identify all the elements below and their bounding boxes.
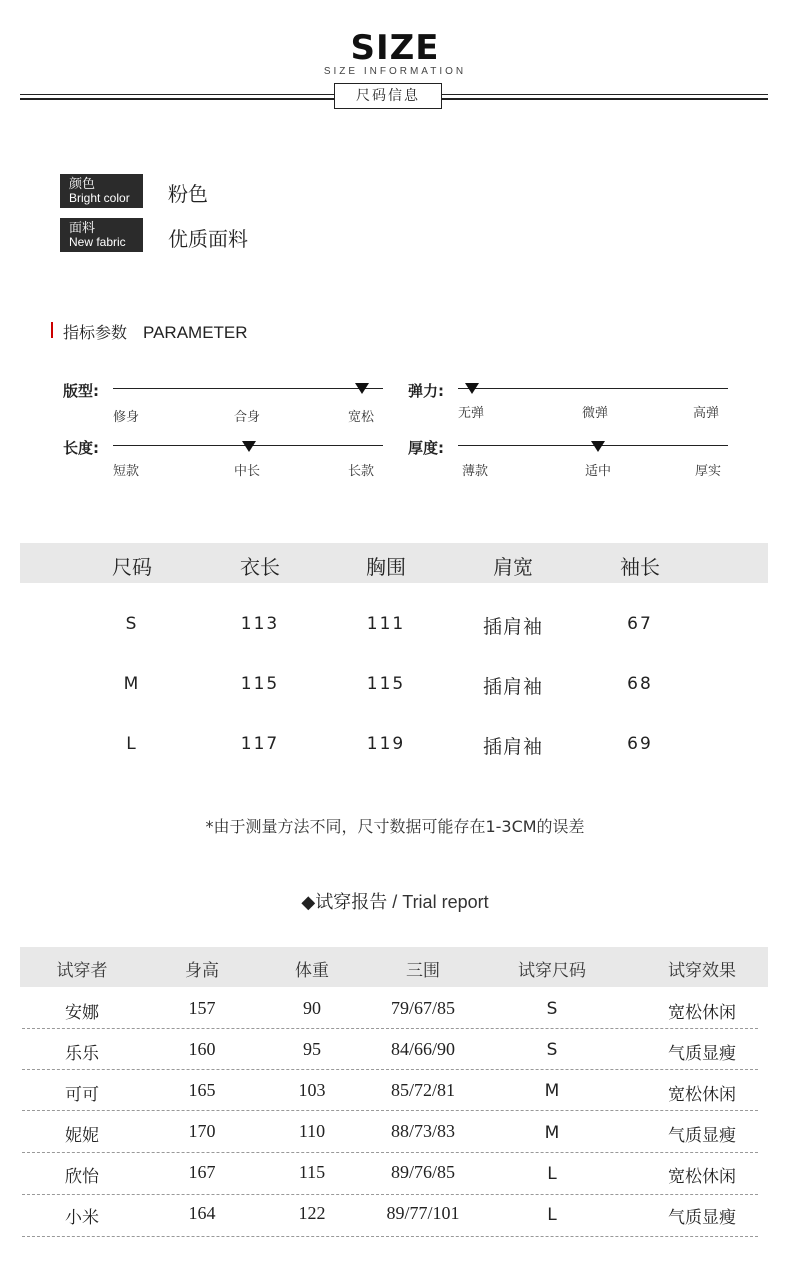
size-cell: 69 [627, 734, 653, 754]
scale-length-marker [242, 441, 256, 452]
size-cell: 68 [627, 674, 653, 694]
trial-cell: 122 [298, 1203, 326, 1223]
size-subtitle: SIZE INFORMATION [323, 66, 467, 77]
size-cell: 67 [627, 614, 653, 634]
trial-cell: 110 [298, 1121, 326, 1141]
size-cell: 115 [240, 674, 280, 694]
scale-length-tick: 中长 [234, 464, 261, 479]
trial-cell: S [546, 999, 558, 1019]
color-tag-en: Bright color [69, 191, 130, 205]
scale-elastic-tick: 微弹 [582, 406, 609, 421]
scale-thickness-marker [591, 441, 605, 452]
size-header-cell: 衣长 [240, 555, 280, 579]
trial-cell: 宽松休闲 [668, 1003, 736, 1023]
trial-cell: M [544, 1123, 560, 1143]
size-cell: 111 [366, 614, 406, 634]
color-tag-cn: 颜色 [69, 176, 96, 191]
row-divider [22, 1028, 758, 1029]
trial-cell: 宽松休闲 [668, 1167, 736, 1187]
trial-cell: S [546, 1040, 558, 1060]
fabric-tag-en: New fabric [69, 235, 126, 249]
size-cell: 119 [366, 734, 406, 754]
trial-header-cell: 试穿尺码 [518, 961, 586, 981]
trial-cell: 宽松休闲 [668, 1085, 736, 1105]
trial-cell: 气质显瘦 [668, 1208, 736, 1228]
trial-cell: 95 [303, 1039, 321, 1059]
measurement-note: *由于测量方法不同，尺寸数据可能存在1-3CM的误差 [205, 817, 585, 836]
trial-cell: 88/73/83 [390, 1121, 455, 1141]
parameter-accent-bar [51, 322, 53, 338]
scale-length-tick: 短款 [113, 464, 140, 479]
trial-report-title [0, 888, 790, 914]
scale-elastic-label: 弹力: [408, 382, 444, 400]
scale-fit-label: 版型: [63, 382, 99, 400]
trial-cell: 85/72/81 [390, 1080, 455, 1100]
trial-header-cell: 体重 [295, 961, 329, 981]
size-header-cell: 尺码 [112, 555, 152, 579]
trial-cell: 妮妮 [65, 1126, 99, 1146]
trial-header-cell: 身高 [185, 961, 219, 981]
scale-thickness-label: 厚度: [408, 439, 444, 457]
trial-cell: 79/67/85 [390, 998, 455, 1018]
trial-cell: 89/76/85 [390, 1162, 455, 1182]
trial-cell: 115 [298, 1162, 326, 1182]
color-tag [60, 174, 143, 208]
trial-report-title-en: / Trial report [387, 892, 489, 912]
trial-cell: 160 [188, 1039, 216, 1059]
scale-thickness-tick: 适中 [585, 464, 612, 479]
size-header-cell: 胸围 [366, 555, 406, 579]
trial-cell: 167 [188, 1162, 216, 1182]
parameter-title-en: PARAMETER [143, 323, 248, 342]
parameter-title [63, 320, 248, 343]
fabric-tag [60, 218, 143, 252]
scale-thickness-tick: 厚实 [695, 464, 722, 479]
size-cell: 插肩袖 [482, 676, 543, 698]
trial-cell: 164 [188, 1203, 216, 1223]
trial-cell: 165 [188, 1080, 216, 1100]
scale-elastic-marker [465, 383, 479, 394]
trial-cell: 157 [188, 998, 216, 1018]
size-cell: L [126, 734, 138, 754]
trial-report-title-cn: ◆试穿报告 [301, 892, 388, 913]
fabric-value: 优质面料 [168, 227, 248, 251]
row-divider [22, 1236, 758, 1237]
trial-cell: 欣怡 [65, 1167, 99, 1187]
scale-fit-tick: 宽松 [348, 410, 375, 425]
size-header-cell: 肩宽 [493, 555, 533, 579]
scale-elastic-tick: 高弹 [693, 406, 720, 421]
scale-length-tick: 长款 [348, 464, 375, 479]
trial-cell: 90 [303, 998, 321, 1018]
scale-fit-tick: 合身 [234, 410, 261, 425]
trial-header-cell: 试穿者 [56, 961, 108, 981]
trial-cell: 小米 [65, 1208, 99, 1228]
trial-cell: L [547, 1164, 557, 1184]
trial-cell: 可可 [65, 1085, 99, 1105]
scale-fit-marker [355, 383, 369, 394]
scale-elastic-tick: 无弹 [458, 406, 485, 421]
row-divider [22, 1069, 758, 1070]
size-cell: 插肩袖 [482, 616, 543, 638]
trial-header-cell: 三围 [406, 961, 440, 981]
size-info-box: 尺码信息 [334, 83, 442, 109]
size-title: SIZE [350, 28, 440, 68]
size-cell: 117 [240, 734, 280, 754]
trial-cell: M [544, 1081, 560, 1101]
scale-fit-tick: 修身 [113, 410, 140, 425]
size-cell: M [123, 674, 141, 694]
trial-cell: L [547, 1205, 557, 1225]
size-cell: 113 [240, 614, 280, 634]
size-cell: 115 [366, 674, 406, 694]
trial-cell: 89/77/101 [386, 1203, 460, 1223]
trial-cell: 乐乐 [65, 1044, 99, 1064]
fabric-tag-cn: 面料 [69, 220, 96, 235]
trial-cell: 气质显瘦 [668, 1126, 736, 1146]
scale-fit-line [113, 388, 383, 389]
row-divider [22, 1152, 758, 1153]
trial-cell: 安娜 [65, 1003, 99, 1023]
parameter-title-cn: 指标参数 [63, 323, 128, 342]
color-value: 粉色 [168, 182, 208, 206]
trial-header-cell: 试穿效果 [668, 961, 736, 981]
scale-elastic-line [458, 388, 728, 389]
trial-cell: 103 [298, 1080, 326, 1100]
size-cell: S [125, 614, 139, 634]
trial-cell: 气质显瘦 [668, 1044, 736, 1064]
row-divider [22, 1110, 758, 1111]
scale-length-label: 长度: [63, 439, 99, 457]
row-divider [22, 1194, 758, 1195]
trial-cell: 170 [188, 1121, 216, 1141]
scale-thickness-tick: 薄款 [462, 464, 489, 479]
size-header-cell: 袖长 [620, 555, 660, 579]
size-cell: 插肩袖 [482, 736, 543, 758]
trial-cell: 84/66/90 [390, 1039, 455, 1059]
